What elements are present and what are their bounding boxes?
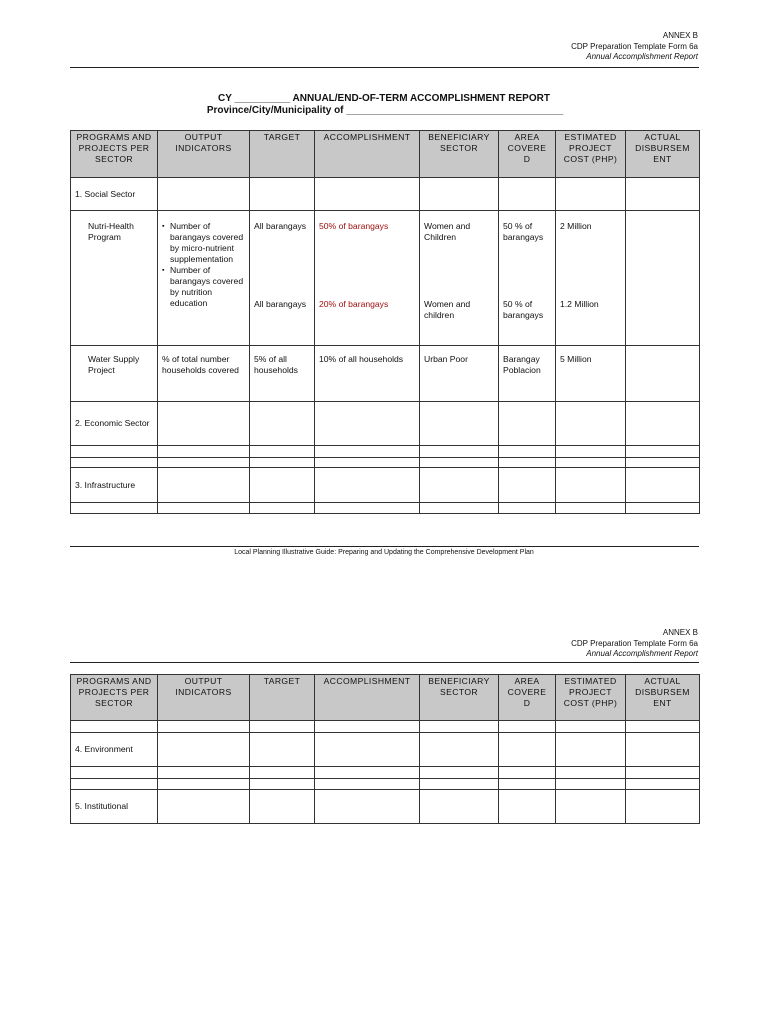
cost-value: 1.2 Million bbox=[560, 299, 599, 309]
table-row bbox=[71, 458, 700, 468]
table-row bbox=[71, 767, 700, 779]
table-row bbox=[71, 346, 700, 402]
col-header: TARGET bbox=[250, 675, 315, 721]
area-cell bbox=[499, 211, 556, 346]
annex-header-1 bbox=[571, 31, 698, 63]
indicator-cell: % of total number households covered bbox=[158, 346, 250, 402]
table-row bbox=[71, 211, 700, 346]
col-header: ESTIMATED PROJECT COST (PHP) bbox=[556, 675, 626, 721]
beneficiary-value: Women and children bbox=[424, 299, 471, 320]
program-cell: Water Supply Project bbox=[71, 346, 158, 402]
col-header: ESTIMATED PROJECT COST (PHP) bbox=[556, 131, 626, 178]
footer-rule bbox=[70, 546, 699, 547]
accomplishment-cell bbox=[315, 211, 420, 346]
cost-cell: 5 Million bbox=[556, 346, 626, 402]
area-value: 50 % of barangays bbox=[503, 299, 544, 320]
sector-cell: 1. Social Sector bbox=[71, 178, 158, 211]
target-cell: 5% of all households bbox=[250, 346, 315, 402]
table-header-row bbox=[71, 675, 700, 721]
sector-cell: 4. Environment bbox=[71, 733, 158, 767]
table-row bbox=[71, 733, 700, 767]
table-row bbox=[71, 503, 700, 514]
cost-cell bbox=[556, 211, 626, 346]
table-row bbox=[71, 468, 700, 503]
form-label: CDP Preparation Template Form 6a bbox=[571, 41, 698, 51]
annex-label: ANNEX B bbox=[662, 628, 698, 637]
table-row bbox=[71, 178, 700, 211]
report-title bbox=[0, 93, 768, 117]
indicator-cell bbox=[158, 211, 250, 346]
col-header: BENEFICIARY SECTOR bbox=[420, 675, 499, 721]
col-header: PROGRAMS AND PROJECTS PER SECTOR bbox=[71, 675, 158, 721]
col-header: TARGET bbox=[250, 131, 315, 178]
beneficiary-value: Women and Children bbox=[424, 221, 471, 242]
program-cell: Nutri-Health Program bbox=[71, 211, 158, 346]
accomplishment-table-2 bbox=[70, 674, 700, 824]
sector-cell: 5. Institutional bbox=[71, 790, 158, 824]
col-header: ACCOMPLISHMENT bbox=[315, 675, 420, 721]
table-row bbox=[71, 779, 700, 790]
col-header: OUTPUT INDICATORS bbox=[158, 675, 250, 721]
area-value: 50 % of barangays bbox=[503, 221, 544, 242]
form-label: CDP Preparation Template Form 6a bbox=[571, 638, 698, 648]
target-value: All barangays bbox=[254, 299, 307, 309]
col-header: OUTPUT INDICATORS bbox=[158, 131, 250, 178]
table-header-row bbox=[71, 131, 700, 178]
beneficiary-cell bbox=[420, 211, 499, 346]
col-header: ACTUAL DISBURSEM ENT bbox=[626, 131, 700, 178]
indicator-item: ▪ Number of barangays covered by micro-nutrient supplementation bbox=[170, 221, 245, 265]
page-footer: Local Planning Illustrative Guide: Preparing and Updating the Comprehensive Development Plan bbox=[234, 549, 534, 556]
accomplishment-value: 20% of barangays bbox=[319, 299, 389, 309]
col-header: PROGRAMS AND PROJECTS PER SECTOR bbox=[71, 131, 158, 178]
table-row bbox=[71, 402, 700, 446]
col-header: ACTUAL DISBURSEM ENT bbox=[626, 675, 700, 721]
col-header: BENEFICIARY SECTOR bbox=[420, 131, 499, 178]
col-header: AREA COVERE D bbox=[499, 131, 556, 178]
table-row bbox=[71, 721, 700, 733]
beneficiary-cell: Urban Poor bbox=[420, 346, 499, 402]
col-header: ACCOMPLISHMENT bbox=[315, 131, 420, 178]
table-row bbox=[71, 790, 700, 824]
sector-cell: 3. Infrastructure bbox=[71, 468, 158, 503]
report-title-line1: CY __________ ANNUAL/END-OF-TERM ACCOMPLISHMENT REPORT bbox=[218, 93, 550, 104]
target-cell bbox=[250, 211, 315, 346]
header-rule-2 bbox=[70, 662, 699, 663]
table-row bbox=[71, 446, 700, 458]
report-label: Annual Accomplishment Report bbox=[586, 52, 698, 61]
cost-value: 2 Million bbox=[560, 221, 592, 231]
accomplishment-cell: 10% of all households bbox=[315, 346, 420, 402]
col-header: AREA COVERE D bbox=[499, 675, 556, 721]
sector-cell: 2. Economic Sector bbox=[71, 402, 158, 446]
target-value: All barangays bbox=[254, 221, 307, 231]
annex-label: ANNEX B bbox=[662, 31, 698, 40]
accomplishment-value: 50% of barangays bbox=[319, 221, 389, 231]
indicator-item: ▪ Number of barangays covered by nutrition education bbox=[170, 265, 245, 309]
annex-header-2 bbox=[571, 628, 698, 660]
report-title-line2: Province/City/Municipality of _______________________________________ bbox=[206, 105, 564, 116]
header-rule-1 bbox=[70, 67, 699, 68]
area-cell: Barangay Poblacion bbox=[499, 346, 556, 402]
accomplishment-table-1 bbox=[70, 130, 700, 514]
report-label: Annual Accomplishment Report bbox=[586, 649, 698, 658]
